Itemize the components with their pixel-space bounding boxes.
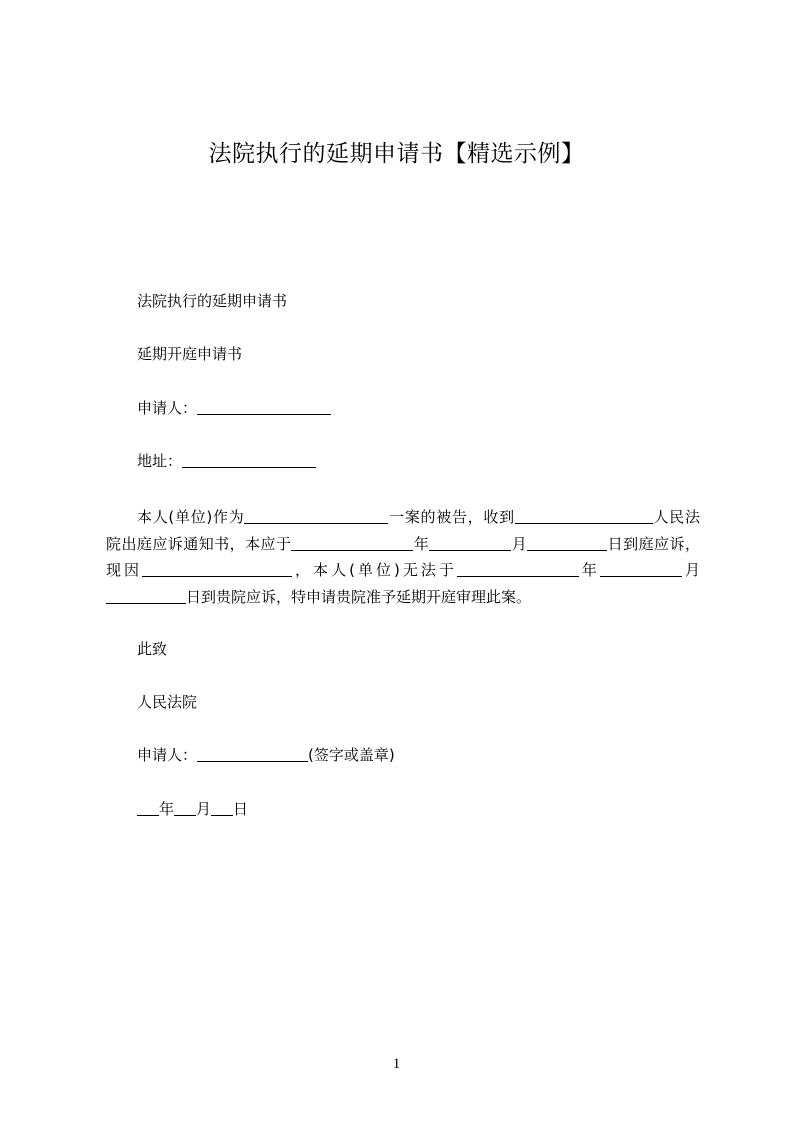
month-blank [429,535,511,551]
body-paragraph [106,504,700,610]
applicant-blank [197,399,331,415]
date-year-label: 年 [159,800,175,818]
signature-note: (签字或盖章) [308,746,395,764]
new-year-blank [457,561,579,577]
salutation: 此致 [137,640,168,658]
year-blank [291,535,413,551]
document-subtitle: 法院执行的延期申请书 [137,292,288,310]
body-text: 年 [413,534,430,553]
day-blank [527,535,607,551]
signature-blank [197,746,308,762]
date-month-label: 月 [196,800,212,818]
reason-blank [142,561,292,577]
body-text: ，本人(单位)无法于 [292,561,457,579]
body-text: 人民法院出庭应诉通知书，本应于 [106,508,700,553]
address-line [137,451,316,471]
date-day-label: 日 [233,800,249,818]
date-line [137,799,248,819]
signature-line [137,745,395,765]
address-blank [182,452,316,468]
body-text: 月 [511,534,528,553]
date-year-blank [137,800,159,816]
date-month-blank [174,800,196,816]
section-heading: 延期开庭申请书 [137,345,243,363]
document-title: 法院执行的延期申请书【精选示例】 [208,141,585,167]
body-text: 本人(单位)作为 [137,508,245,526]
applicant-label: 申请人： [137,399,198,417]
case-name-blank [244,508,388,524]
applicant-line [137,398,331,418]
body-text: 年 [578,561,600,579]
address-label: 地址： [137,452,183,470]
court-name-blank [515,508,653,524]
new-month-blank [600,561,682,577]
body-text: 日到庭应诉，现因 [106,534,700,579]
body-text: 一案的被告，收到 [388,508,515,526]
date-day-blank [211,800,233,816]
signature-label: 申请人： [137,746,198,764]
body-text: 月 [681,561,700,579]
body-text: 日到贵院应诉，特申请贵院准予延期开庭审理此案。 [186,587,532,606]
new-day-blank [106,588,186,604]
recipient: 人民法院 [137,693,198,711]
page-number: 1 [392,1056,401,1072]
